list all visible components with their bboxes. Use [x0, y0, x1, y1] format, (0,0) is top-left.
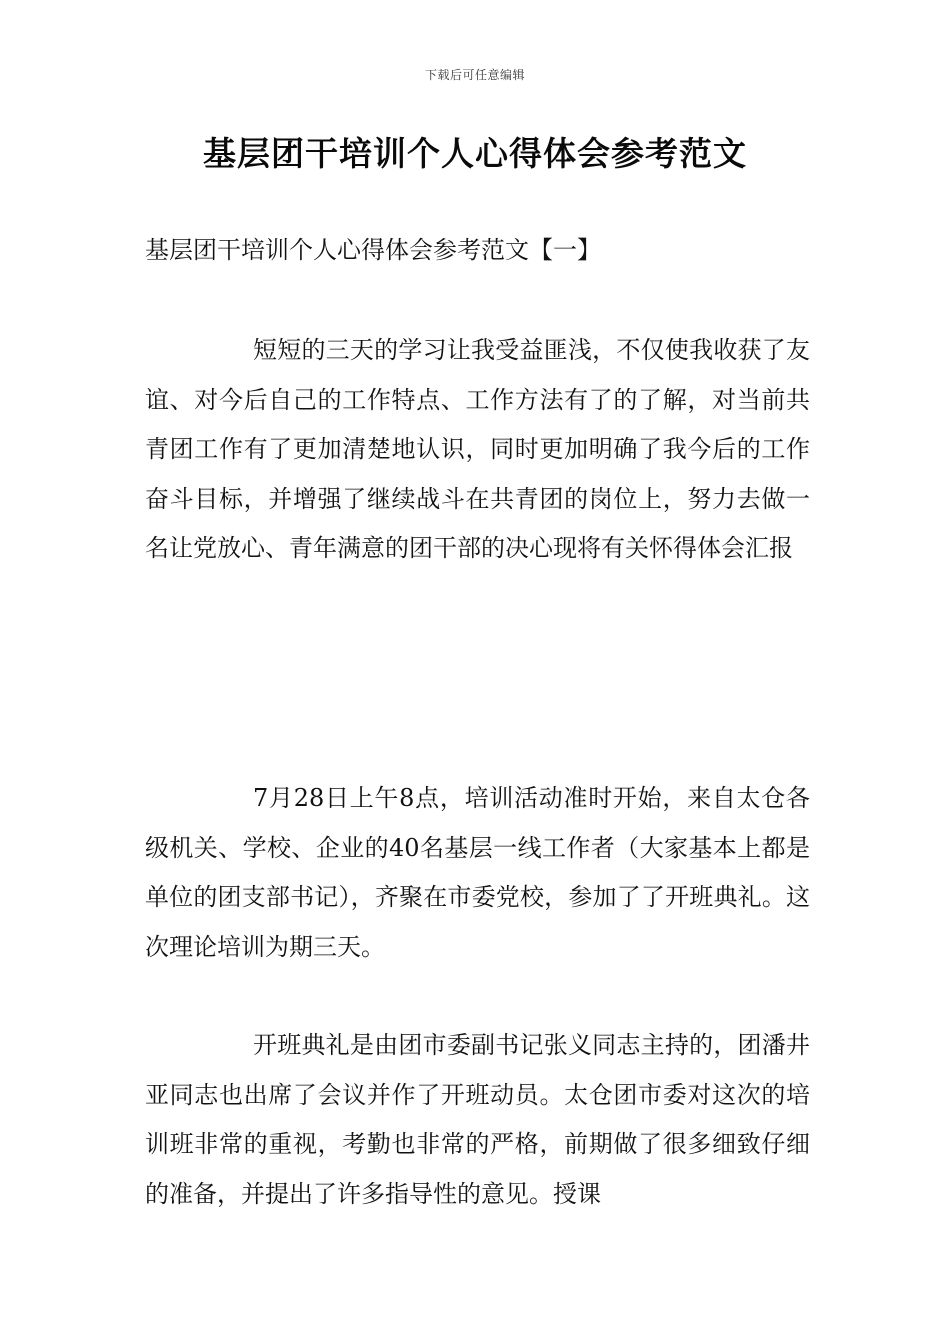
section-title: 基层团干培训个人心得体会参考范文【一】 — [145, 236, 601, 264]
paragraph-3: 开班典礼是由团市委副书记张义同志主持的，团潘井亚同志也出席了会议并作了开班动员。太仓团市委对这次的培训班非常的重视，考勤也非常的严格，前期做了很多细致仔细的准备，并提出了许多指导性的意见。授课 — [145, 1031, 810, 1208]
paragraph-2: 7月28日上午8点，培训活动准时开始，来自太仓各级机关、学校、企业的40名基层一线工作者（大家基本上都是单位的团支部书记），齐聚在市委党校，参加了了开班典礼。这次理论培训为期三天。 — [145, 784, 810, 961]
paragraph-1: 短短的三天的学习让我受益匪浅，不仅使我收获了友谊、对今后自己的工作特点、工作方法有了的了解，对当前共青团工作有了更加清楚地认识，同时更加明确了我今后的工作奋斗目标，并增强了继续战斗在共青团的岗位上，努力去做一名让党放心、青年满意的团干部的决心现将有关怀得体会汇报 — [145, 336, 810, 562]
document-title: 基层团干培训个人心得体会参考范文 — [203, 134, 747, 173]
header-note: 下载后可任意编辑 — [424, 68, 525, 82]
